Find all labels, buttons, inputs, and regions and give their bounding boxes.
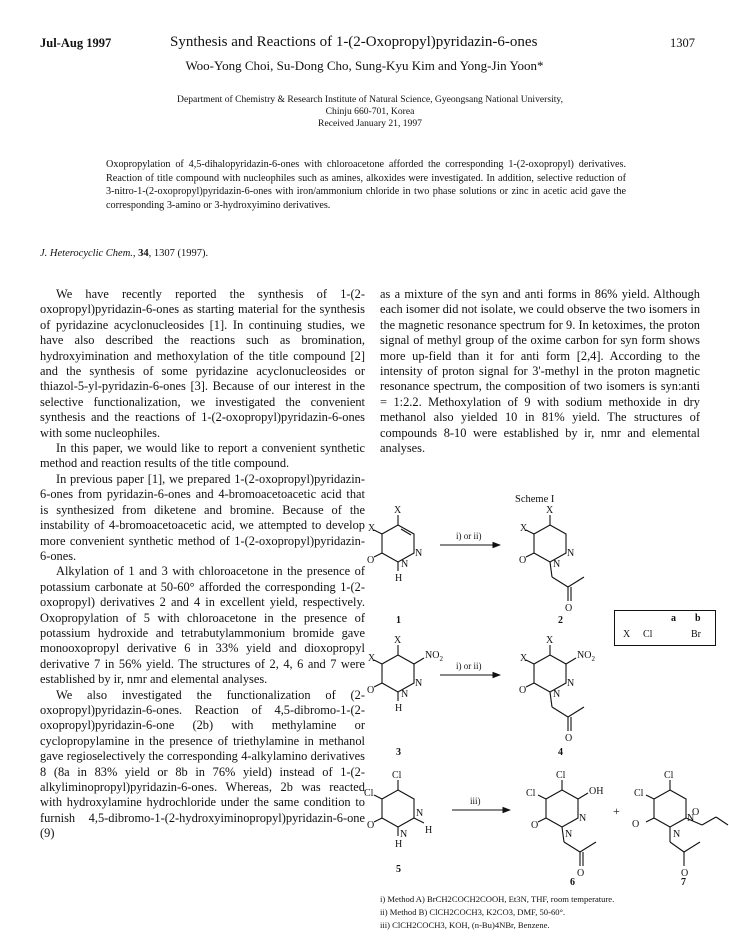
oxygen-label: O xyxy=(692,807,700,818)
oxygen-label: O xyxy=(565,733,573,744)
nitro-subscript: 2 xyxy=(591,655,595,663)
substituent-x: X xyxy=(394,635,402,646)
nitro-label xyxy=(425,650,443,663)
compound-number: 7 xyxy=(681,877,686,888)
left-column xyxy=(40,287,365,842)
compound-number: 6 xyxy=(570,877,575,888)
reaction-scheme xyxy=(364,505,729,890)
chlorine-label: Cl xyxy=(556,770,566,781)
note-method-a: i) Method A) BrCH2COCH2COOH, Et3N, THF, room temperature. xyxy=(380,894,615,904)
legend-value-a: Cl xyxy=(643,629,653,640)
nitro-label: NO xyxy=(425,650,440,661)
nitrogen-label: N xyxy=(567,548,575,559)
authors: Woo-Yong Choi, Su-Dong Cho, Sung-Kyu Kim and Yong-Jin Yoon* xyxy=(185,58,544,73)
nitrogen-label: N xyxy=(401,559,409,570)
nitrogen-label: N xyxy=(415,548,423,559)
note-method-c: iii) ClCH2COCH3, KOH, (n-Bu)4NBr, Benzene. xyxy=(380,920,550,930)
oxygen-label: O xyxy=(519,555,527,566)
running-title: Synthesis and Reactions of 1-(2-Oxopropyl)pyridazin-6-ones xyxy=(170,34,538,50)
oxygen-label: O xyxy=(367,820,375,831)
nitrogen-label: N xyxy=(416,808,424,819)
compound-number: 3 xyxy=(396,747,401,758)
compound-number: 2 xyxy=(558,615,563,626)
substituent-x: X xyxy=(520,653,528,664)
nitro-subscript: 2 xyxy=(439,655,443,663)
substituent-x: X xyxy=(546,505,554,516)
substituent-x: X xyxy=(368,653,376,664)
hydrogen-label: H xyxy=(395,573,403,584)
page-number: 1307 xyxy=(670,36,695,50)
nitrogen-label: N xyxy=(400,829,408,840)
hydroxyl-label: OH xyxy=(589,786,604,797)
nitro-label: NO xyxy=(577,650,592,661)
issue-date: Jul-Aug 1997 xyxy=(40,36,112,50)
chlorine-label: Cl xyxy=(664,770,674,781)
compound-number: 5 xyxy=(396,864,401,875)
legend-row-label: X xyxy=(623,629,631,640)
arrow-reagent-label: iii) xyxy=(470,796,481,806)
nitrogen-label: N xyxy=(687,813,695,824)
oxygen-label: O xyxy=(367,685,375,696)
abstract: Oxopropylation of 4,5-dihalopyridazin-6-ones with chloroacetone afforded the corresponding 1-(2-oxopropyl) derivatives. Reaction of title compound with nucleophiles such as amines, alkoxides were investigated. In addition, selective reduction of 3-nitro-1-(2-oxopropyl)pyridazin-6-ones with iron/ammonium chloride in two phase solutions or zinc in acetic acid gave the corresponding 3-amino or 3-hydroxyimino derivatives. xyxy=(106,159,626,212)
plus-sign: + xyxy=(613,804,620,818)
oxygen-label: O xyxy=(632,819,640,830)
nitrogen-label: N xyxy=(567,678,575,689)
paragraph: We have recently reported the synthesis of 1-(2-oxopropyl)pyridazin-6-ones as starting material for the synthesis of pyridazine acyclonucleosides [1]. In continuing studies, we have also described the reactions such as bromination, hydroxyimination and methoxylation of the title compound [2] and the synthesis of some pyridazine acyclonucleosides or thiazol-5-yl-pyridazin-6-ones [3]. Because of our interest in the selective functionalization, we investigated the convenient synthesis and the reactions of 1-(2-oxopropyl)pyridazin-6-ones with some nucleophiles. xyxy=(40,287,365,440)
paragraph: Alkylation of 1 and 3 with chloroacetone in the presence of potassium carbonate at 50-60° afforded the corresponding 1-(2-oxopropyl) derivatives 2 and 4 in excellent yield, respectively. Oxopropylation of 5 with chloroacetone in the presence of potassium hydroxide and tetrabutylammonium bromide gave monooxopropyl derivative 6 in 33% yield and dioxopropyl derivative 7 in 56% yield. The structures of 2, 4, 6 and 7 were established by ir, nmr and elemental analyses. xyxy=(40,564,365,687)
affiliation-line-2: Chinju 660-701, Korea xyxy=(325,106,415,117)
chlorine-label: Cl xyxy=(392,770,402,781)
substituent-legend xyxy=(614,610,716,646)
nitrogen-label: N xyxy=(673,829,681,840)
oxygen-label: O xyxy=(531,820,539,831)
hydrogen-label: H xyxy=(395,703,403,714)
paragraph: as a mixture of the syn and anti forms in 86% yield. Although each isomer did not isolate, we could observe the two isomers in the magnetic resonance spectrum for 9. In ketoximes, the proton signal of methyl group of the oxime carbon for syn form shows more up-field than it for anti form [2,4]. According to the intensity of proton signal for 3'-methyl in the proton magnetic resonance spectrum, the composition of two isomers is syn:anti = 1:2.2. Methoxylation of 9 with sodium methoxide in dry methanol also yielded 10 in 81% yield. The structures of compounds 8-10 were established by ir, nmr and elemental analyses. xyxy=(380,287,701,456)
nitrogen-label: N xyxy=(553,559,561,570)
scheme-notes xyxy=(380,893,614,932)
oxygen-label: O xyxy=(577,868,585,879)
nitrogen-label: N xyxy=(565,829,573,840)
oxygen-label: O xyxy=(681,868,689,879)
nitro-label xyxy=(577,650,595,663)
substituent-x: X xyxy=(546,635,554,646)
arrow-reagent-label: i) or ii) xyxy=(456,531,482,541)
chlorine-label: Cl xyxy=(526,788,536,799)
citation: J. Heterocyclic Chem., 34, 1307 (1997). xyxy=(40,248,209,259)
substituent-x: X xyxy=(394,505,402,516)
arrow-reagent-label: i) or ii) xyxy=(456,661,482,671)
nitrogen-label: N xyxy=(553,689,561,700)
hydrogen-label: H xyxy=(425,825,433,836)
compound-number: 1 xyxy=(396,615,401,626)
oxygen-label: O xyxy=(367,555,375,566)
nitrogen-label: N xyxy=(415,678,423,689)
journal-name: J. Heterocyclic Chem. xyxy=(40,248,133,259)
oxygen-label: O xyxy=(519,685,527,696)
received-date: Received January 21, 1997 xyxy=(318,118,422,129)
volume: 34 xyxy=(138,248,149,259)
nitrogen-label: N xyxy=(579,813,587,824)
hydrogen-label: H xyxy=(395,839,403,850)
substituent-x: X xyxy=(368,523,376,534)
substituent-x: X xyxy=(520,523,528,534)
oxygen-label: O xyxy=(565,603,573,614)
affiliation xyxy=(150,94,590,130)
chlorine-label: Cl xyxy=(634,788,644,799)
paragraph: In this paper, we would like to report a convenient synthetic method and reaction results of the title compound. xyxy=(40,441,365,471)
nitrogen-label: N xyxy=(401,689,409,700)
legend-value-b: Br xyxy=(691,629,701,640)
legend-col-b: b xyxy=(695,613,701,624)
affiliation-line-1: Department of Chemistry & Research Institute of Natural Science, Gyeongsang National University, xyxy=(177,94,563,105)
paragraph: We also investigated the functionalization of (2-oxopropyl)pyridazin-6-ones. Reaction of 4,5-dibromo-1-(2-oxopropyl)pyridazin-6-one (2b) with methylamine or cyclopropylamine in the presence of triethylamine in methanol gave regioselectively the corresponding 4-alkylamino derivatives 8 (8a in 83% yield or 8b in 76% yield) instead of 1-(2-alkyliminopropyl)pyridazin-6-ones. Whereas, 2b was reacted with hydroxylamine hydrochloride under the same condition to furnish 4,5-dibromo-1-(2-hydroxyiminopropyl)pyridazin-6-one (9) xyxy=(40,687,365,841)
note-method-b: ii) Method B) ClCH2COCH3, K2CO3, DMF, 50-60°. xyxy=(380,907,566,917)
paragraph: In previous paper [1], we prepared 1-(2-oxopropyl)pyridazin-6-ones from pyridazin-6-ones and 4-bromoacetoacetic acid that is synthesized from diketene and bromine. Because of the instability of 4-bromoacetoacetic acid, we attempted to develop more convenient synthetic method of 1-(2-oxopropyl)pyridazin-6-ones. xyxy=(40,471,365,563)
compound-number: 4 xyxy=(558,747,563,758)
scheme-title: Scheme I xyxy=(515,494,555,505)
citation-rest: , 1307 (1997). xyxy=(148,248,209,259)
chlorine-label: Cl xyxy=(364,788,374,799)
right-column xyxy=(380,287,700,456)
legend-col-a: a xyxy=(671,613,676,624)
